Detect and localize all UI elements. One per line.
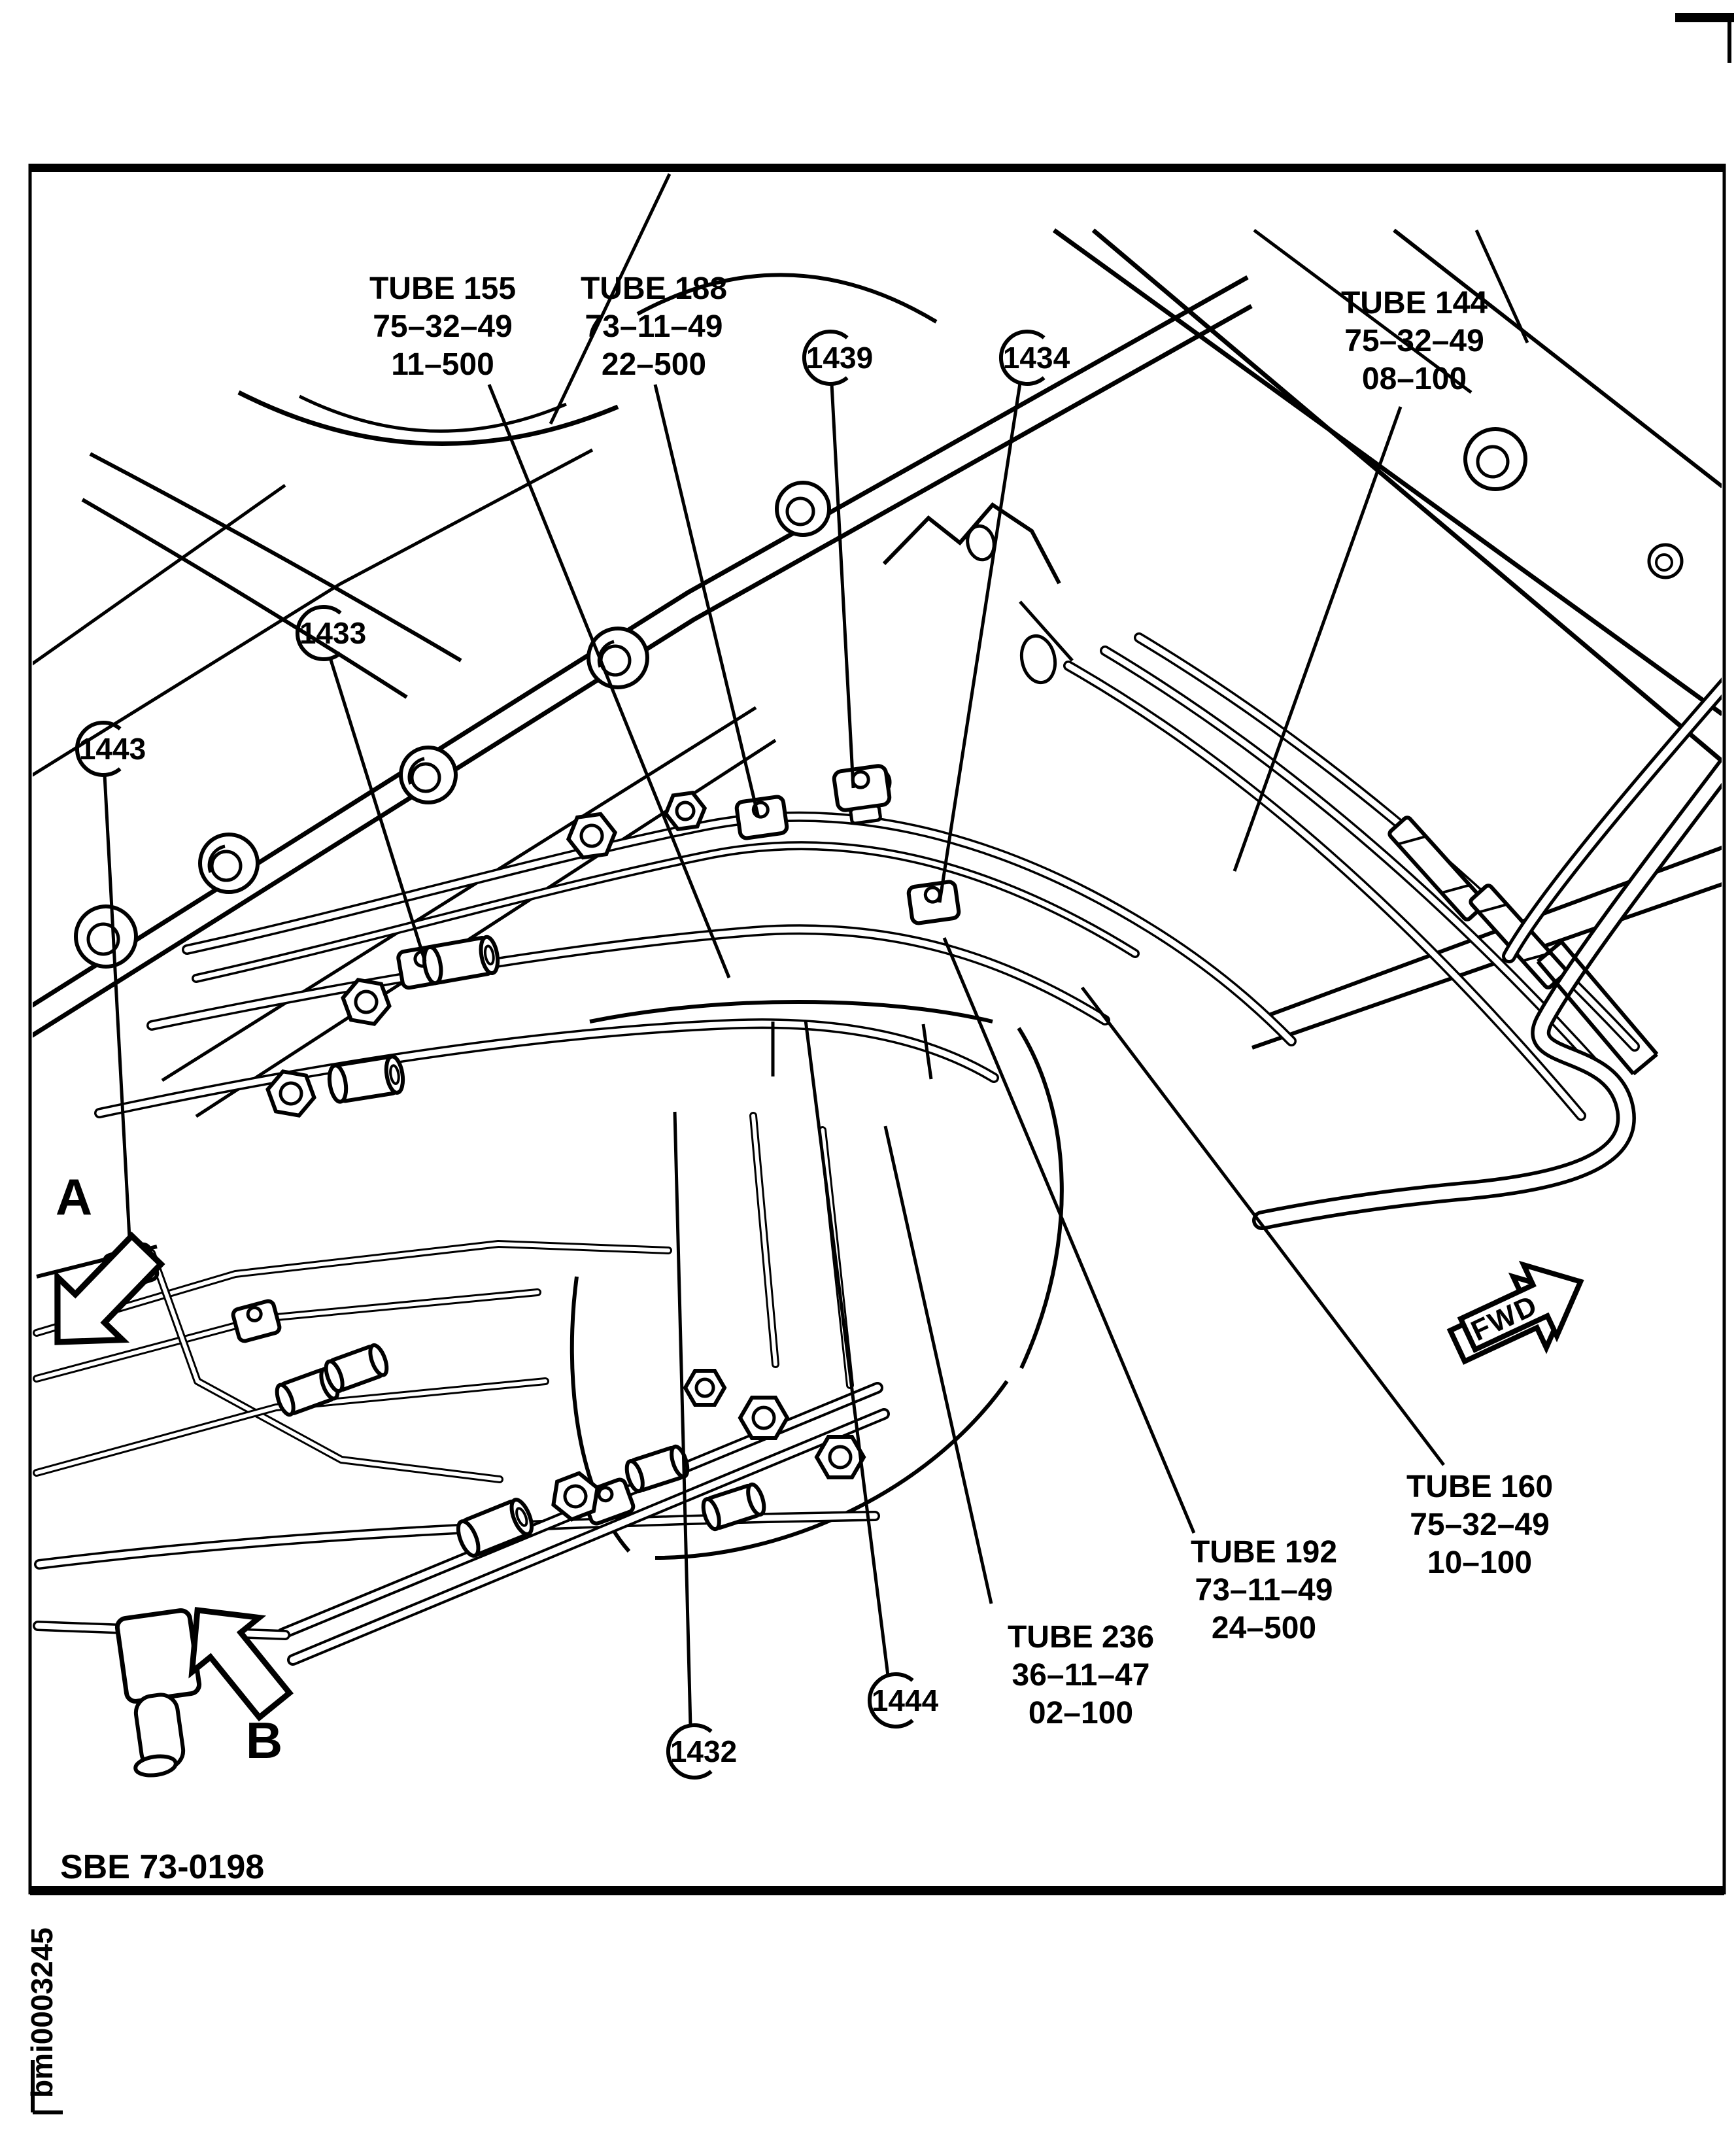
figure-code: SBE 73-0198 — [60, 1848, 265, 1886]
callout-1432-number: 1432 — [670, 1734, 738, 1768]
callout-1443-number: 1443 — [78, 732, 146, 766]
tube-188-group: 73–11–49 — [585, 309, 723, 344]
tube-144-item: 08–100 — [1361, 362, 1467, 396]
tube-192-name: TUBE 192 — [1190, 1535, 1338, 1570]
callout-1434 — [1001, 332, 1070, 384]
label-tube-155 — [369, 271, 516, 382]
tube-236-name: TUBE 236 — [1007, 1620, 1155, 1655]
tube-155-group: 75–32–49 — [373, 309, 513, 344]
fwd-arrow-icon — [1441, 1246, 1597, 1381]
tube-236-item: 02–100 — [1028, 1696, 1134, 1730]
tube-clamp — [232, 1300, 281, 1343]
hex-fitting — [264, 791, 864, 1524]
tube-160-name: TUBE 160 — [1406, 1470, 1554, 1504]
tube-155-item: 11–500 — [391, 347, 494, 382]
tube-192-group: 73–11–49 — [1195, 1573, 1333, 1608]
corner-mark-top-right — [1675, 18, 1734, 63]
tube-192-item: 24–500 — [1211, 1611, 1317, 1645]
callout-1432 — [668, 1725, 737, 1778]
callout-1439-number: 1439 — [806, 341, 874, 375]
view-a-label: A — [55, 1168, 93, 1226]
label-tube-192 — [1191, 1535, 1337, 1645]
tube-160-group: 75–32–49 — [1410, 1507, 1550, 1542]
label-tube-160 — [1406, 1470, 1553, 1580]
view-b-label: B — [245, 1712, 283, 1769]
label-tube-236 — [1008, 1620, 1154, 1730]
tube-144-group: 75–32–49 — [1344, 324, 1484, 358]
callout-1444-number: 1444 — [871, 1683, 939, 1717]
tube-160-item: 10–100 — [1427, 1545, 1533, 1580]
callout-1434-number: 1434 — [1002, 341, 1070, 375]
callout-1443 — [77, 723, 146, 775]
scan-code: bmi0003245 — [25, 1927, 59, 2098]
tube-144-name: TUBE 144 — [1340, 286, 1488, 320]
view-a-arrow-icon — [25, 1168, 179, 1373]
fwd-arrow-label: FWD — [1466, 1288, 1543, 1348]
tube-clamp — [736, 796, 787, 838]
tube-155-name: TUBE 155 — [369, 271, 517, 306]
label-tube-144 — [1341, 286, 1488, 396]
support-bracket — [116, 1609, 201, 1778]
label-tube-188 — [581, 271, 727, 382]
tube-188-item: 22–500 — [601, 347, 707, 382]
tube-188-name: TUBE 188 — [580, 271, 728, 306]
tube-clamp — [908, 881, 959, 923]
callout-1439 — [804, 332, 873, 384]
callout-1433-number: 1433 — [299, 616, 367, 650]
callout-1444 — [870, 1674, 939, 1727]
tube-236-group: 36–11–47 — [1012, 1658, 1150, 1693]
